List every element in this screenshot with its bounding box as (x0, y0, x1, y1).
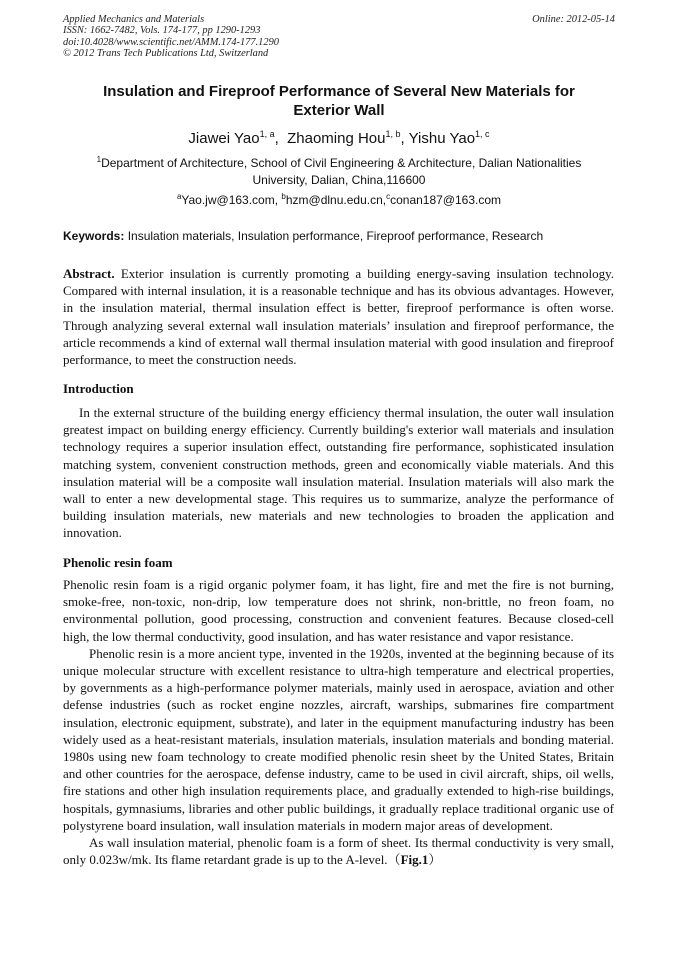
introduction-heading: Introduction (63, 381, 134, 396)
affiliation-line-1: Department of Architecture, School of Civil Engineering & Architecture, Dalian Nationalities (101, 156, 582, 170)
phenolic-paragraph-3 (63, 834, 614, 868)
keywords-text: Insulation materials, Insulation performance, Fireproof performance, Research (124, 229, 544, 243)
affiliation-superscript: 1 (96, 155, 102, 164)
author-name: Zhaoming Hou (287, 130, 386, 147)
issn-line: ISSN: 1662-7482, Vols. 174-177, pp 1290-1293 (63, 25, 261, 37)
author-superscript: 1, a (259, 129, 275, 139)
phenolic-paragraph-3-end: ） (428, 852, 442, 868)
phenolic-paragraph-3-text: As wall insulation material, phenolic foam is a form of sheet. Its thermal conductivity is very small, only 0.023w/mk. Its flame retardant grade is up to the A-level.（ (63, 835, 614, 868)
email-link[interactable]: Yao.jw@163.com, (181, 193, 282, 207)
title-line-2: Exterior Wall (293, 102, 385, 119)
author-name: Jiawei Yao (188, 130, 260, 147)
email-list (63, 192, 615, 209)
affiliation-line-2: University, Dalian, China,116600 (252, 173, 426, 187)
email-superscript: b (281, 192, 286, 201)
author-name: Yishu Yao (408, 130, 476, 147)
email-link[interactable]: conan187@163.com (390, 193, 502, 207)
figure-reference[interactable]: Fig.1 (400, 852, 429, 868)
phenolic-section (63, 576, 614, 868)
title-line-1: Insulation and Fireproof Performance of Several New Materials for (103, 83, 575, 100)
phenolic-paragraph-2: Phenolic resin is a more ancient type, invented in the 1920s, invented at the beginning because of its unique molecular structure with excellent resistance to ultra-high temperature and electrical properties, by governments as a high-performance polymer materials, mainly used in aerospace, aviation and other defense industries (such as rocket engine nozzles, aircraft, warships, submarines fire compartment insulation, electronic equipment, substrate), and later in the equipment manufacturing industry has been widely used as a heat-resistant materials, insulation materials, insulation materials and bonding material. 1980s using new foam technology to create modified phenolic resin sheet by the United States, Britain and other countries for the aerospace, defense industry, came to be used in civil aircraft, ships, oil wells, fire stations and other high insulation requirements place, and gradually extended to high-rise buildings, hospitals, gymnasiums, libraries and other public buildings, it gradually replace traditional organic use of polystyrene board insulation, wall insulation materials in modern major areas of development. (63, 645, 614, 833)
online-date: Online: 2012-05-14 (532, 14, 615, 25)
email-superscript: a (176, 192, 182, 201)
affiliation (63, 155, 615, 189)
author-list: Jiawei Yao$^{1, a}$, Zhaoming Hou$^{1, b}$, Yishu Yao$^{1, c}$ (188, 129, 490, 147)
abstract (63, 265, 614, 368)
author-superscript: 1, c (475, 129, 490, 139)
introduction-paragraph: In the external structure of the building energy efficiency thermal insulation, the outer wall insulation greatest impact on building energy efficiency. Currently building's exterior wall materials and insulation technology requires a superior insulation effect, outstanding fire performance, sophisticated insulation matching system, convenient construction methods, green and economically viable materials. And this insulation material will be a composite wall insulation material. Insulation materials will also mark the wall to enter a new developmental stage. This requires us to summarize, analyze the performance of building insulation materials, new materials and new technologies to broaden the application and innovation. (63, 405, 614, 541)
email-link[interactable]: hzm@dlnu.edu.cn, (285, 193, 387, 207)
journal-header (63, 14, 615, 60)
phenolic-paragraph-1: Phenolic resin foam is a rigid organic polymer foam, it has light, fire and met the fire is not burning, smoke-free, non-toxic, non-drip, low temperature does not shrink, non-brittle, no freon foam, no environmental pollution, good processing, construction and convenient features. Because closed-cell high, the low thermal conductivity, good insulation, and has water resistance and vapor resistance. (63, 577, 614, 644)
phenolic-heading: Phenolic resin foam (63, 555, 173, 570)
doi-line: doi:10.4028/www.scientific.net/AMM.174-177.1290 (63, 36, 279, 48)
journal-name: Applied Mechanics and Materials (63, 14, 205, 25)
email-superscript: c (386, 192, 391, 201)
paper-title (63, 82, 615, 120)
author-superscript: 1, b (385, 129, 401, 139)
copyright-line: © 2012 Trans Tech Publications Ltd, Switzerland (63, 48, 269, 60)
abstract-label: Abstract. (63, 266, 115, 281)
abstract-text: Exterior insulation is currently promoting a building energy-saving insulation technology. Compared with internal insulation, it is a reasonable technique and has its obvious advantages. However, in the insulation material, thermal insulation effect is better, fireproof performance is often worse. Through analyzing several external wall insulation materials’ insulation and fireproof performance, the article recommends a kind of external wall thermal insulation material with good insulation and fireproof performance, to meet the construction needs. (63, 266, 614, 368)
keywords (63, 228, 623, 245)
keywords-label: Keywords: (63, 229, 125, 243)
